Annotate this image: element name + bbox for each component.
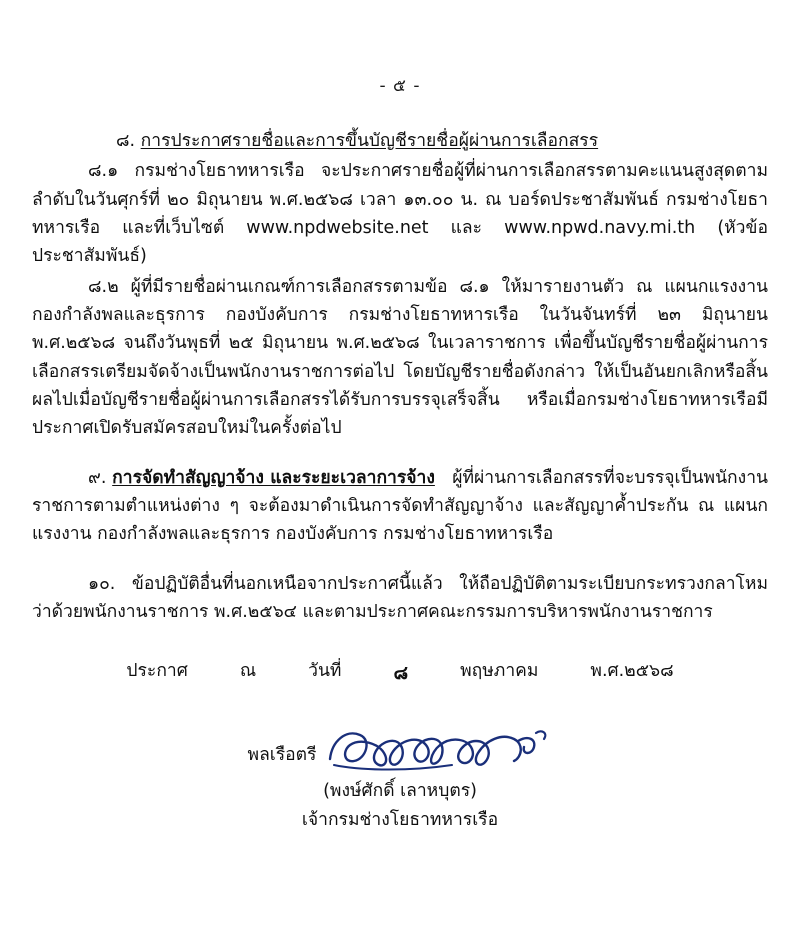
section-9-body: ผู้ที่ผ่านการเลือกสรรที่จะบรรจุเป็นพนักงานราชการตามตำแหน่งต่าง ๆ จะต้องมาดำเนินการจัดทำสัญญาจ้าง และสัญญาค้ำประกัน ณ แผนกแรงงาน กองกำลังพลและธุรการ กองบังคับการ กรมช่างโยธาทหารเรือ	[32, 467, 768, 545]
announcement-date-line	[32, 657, 768, 689]
year-label: พ.ศ.๒๕๖๘	[590, 660, 674, 681]
at-label: ณ	[239, 660, 257, 681]
page-number: - ๕ -	[379, 76, 421, 96]
spacer	[32, 456, 768, 464]
rank-label: พลเรือตรี	[247, 745, 317, 766]
section-8-title: การประกาศรายชื่อและการขึ้นบัญชีรายชื่อผู้ผ่านการเลือกสรร	[140, 131, 599, 151]
signature-area	[32, 719, 768, 777]
announce-label: ประกาศ	[126, 660, 188, 681]
rank-row	[32, 719, 768, 777]
month-label: พฤษภาคม	[460, 660, 539, 681]
handwritten-signature-icon	[322, 719, 552, 777]
spacer	[32, 562, 768, 570]
section-9	[32, 464, 768, 549]
signer-position: เจ้ากรมช่างโยธาทหารเรือ	[301, 809, 499, 830]
section-8-heading	[32, 127, 768, 155]
section-9-number: ๙.	[88, 467, 107, 488]
document-body	[18, 99, 782, 835]
date-number: ๘	[393, 661, 409, 684]
paragraph-8-2: ๘.๒ ผู้ที่มีรายชื่อผ่านเกณฑ์การเลือกสรรตามข้อ ๘.๑ ให้มารายงานตัว ณ แผนกแรงงาน กองกำลังพลและธุรการ กองบังคับการ กรมช่างโยธาทหารเรือ ในวันจันทร์ที่ ๒๓ มิถุนายน พ.ศ.๒๕๖๘ จนถึงวันพุธที่ ๒๕ มิถุนายน พ.ศ.๒๕๖๘ ในเวลาราชการ เพื่อขึ้นบัญชีรายชื่อผู้ผ่านการเลือกสรรเตรียมจัดจ้างเป็นพนักงานราชการต่อไป โดยบัญชีรายชื่อดังกล่าว ให้เป็นอันยกเลิกหรือสิ้นผลไปเมื่อบัญชีรายชื่อผู้ผ่านการเลือกสรรได้รับการบรรจุเสร็จสิ้น หรือเมื่อกรมช่างโยธาทหารเรือมีประกาศเปิดรับสมัครสอบใหม่ในครั้งต่อไป	[32, 276, 768, 439]
date-label: วันที่	[308, 660, 342, 681]
signer-name: (พงษ์ศักดิ์ เลาหบุตร)	[323, 780, 477, 801]
section-9-title: การจัดทำสัญญาจ้าง และระยะเวลาการจ้าง	[112, 467, 435, 488]
section-8	[32, 127, 768, 443]
paragraph-9	[32, 464, 768, 549]
paragraph-8-1: ๘.๑ กรมช่างโยธาทหารเรือ จะประกาศรายชื่อผู้ที่ผ่านการเลือกสรรตามคะแนนสูงสุดตามลำดับในวันศุกร์ที่ ๒๐ มิถุนายน พ.ศ.๒๕๖๘ เวลา ๑๓.๐๐ น. ณ บอร์ดประชาสัมพันธ์ กรมช่างโยธาทหารเรือ และที่เว็บไซต์ www.npdwebsite.net และ www.npwd.navy.mi.th (หัวข้อประชาสัมพันธ์)	[32, 161, 768, 267]
section-8-number: ๘.	[116, 131, 136, 151]
section-10	[32, 570, 768, 627]
paragraph-10: ๑๐. ข้อปฏิบัติอื่นที่นอกเหนือจากประกาศนี้แล้ว ให้ถือปฏิบัติตามระเบียบกระทรวงกลาโหม ว่าด้วยพนักงานราชการ พ.ศ.๒๕๖๔ และตามประกาศคณะกรรมการบริหารพนักงานราชการ	[32, 573, 768, 623]
signature-block	[32, 657, 768, 835]
